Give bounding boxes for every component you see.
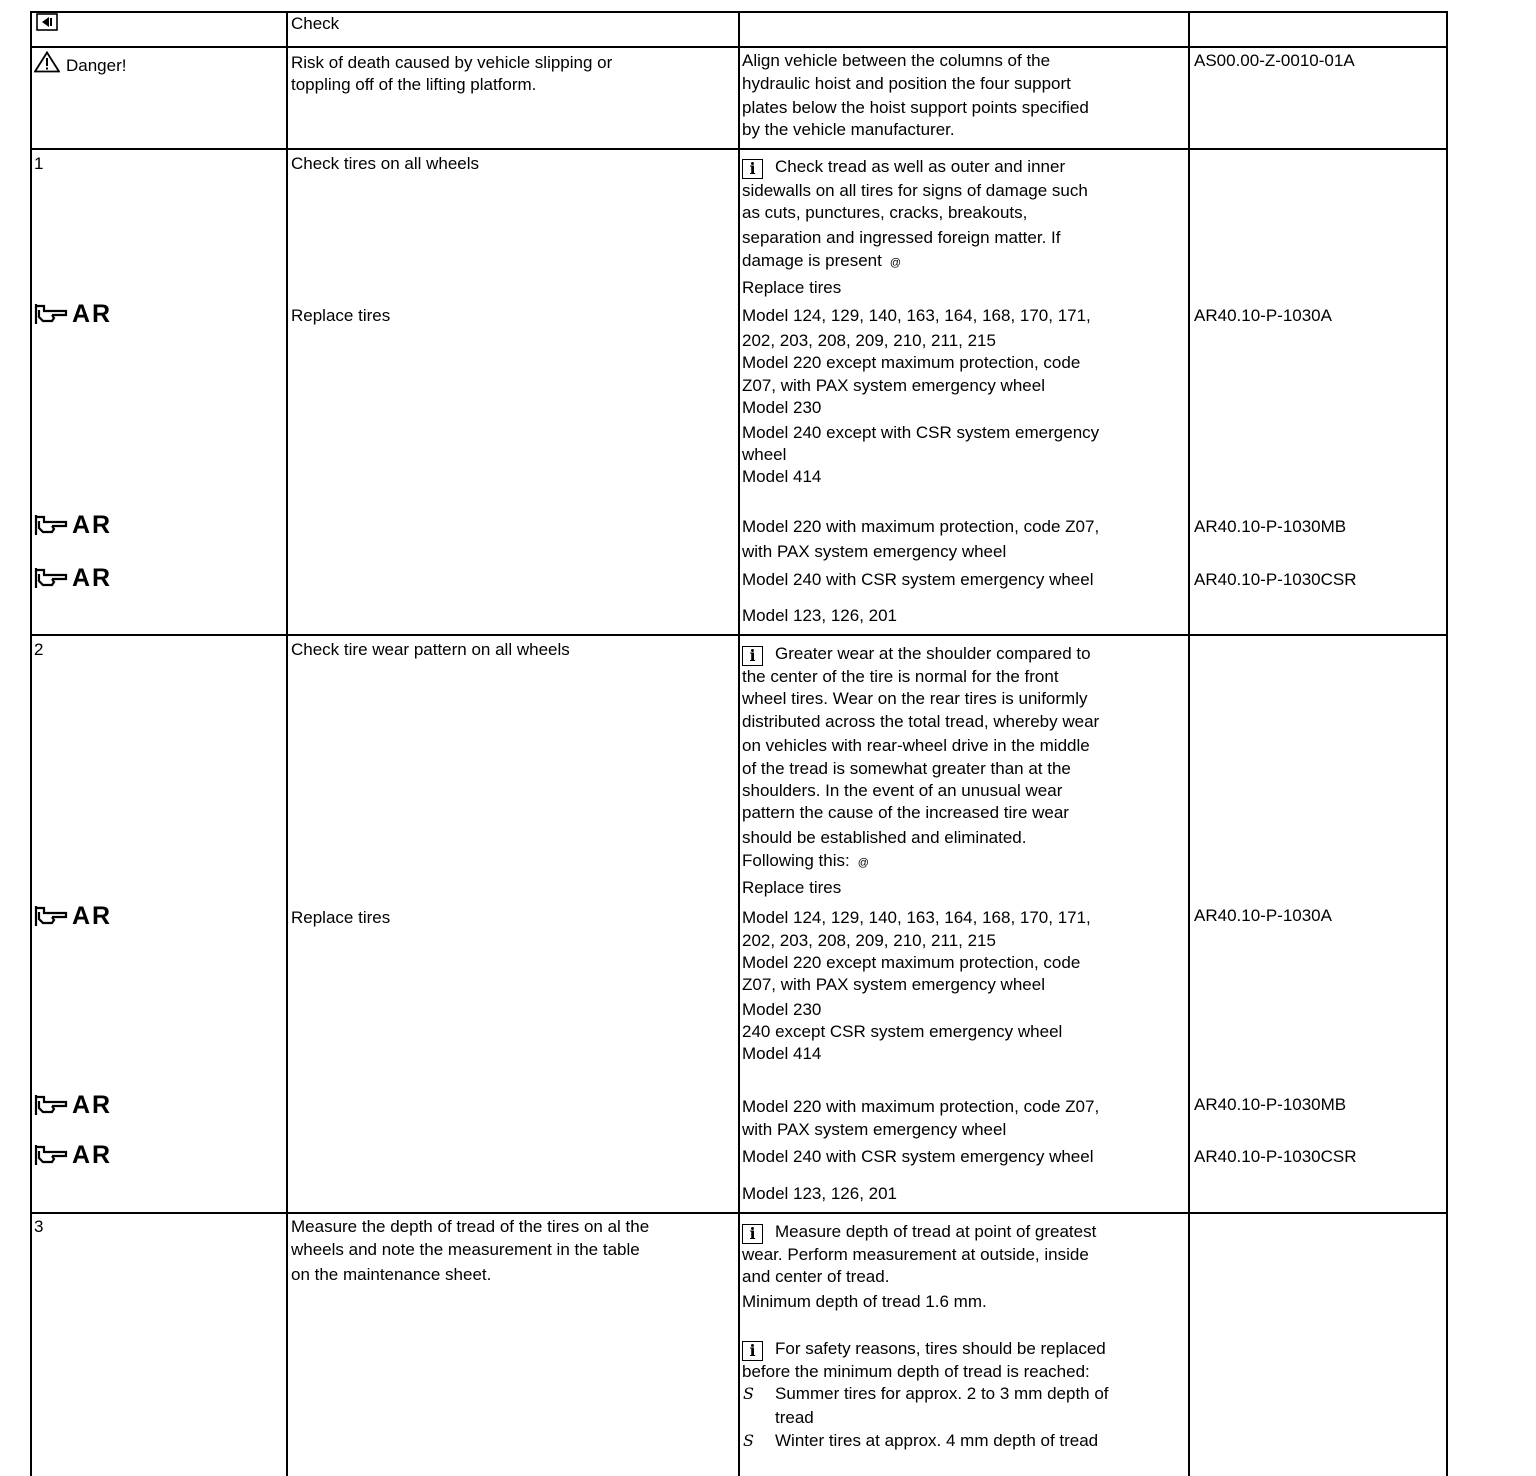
model-line: 240 except CSR system emergency wheel [742, 1022, 1063, 1041]
warning-icon [34, 51, 60, 73]
pointing-hand-icon [34, 302, 68, 326]
document-reference-link[interactable]: AS00.00-Z-0010-01A [1194, 51, 1355, 70]
model-line: Model 123, 126, 201 [742, 606, 898, 625]
step-title-line: on the maintenance sheet. [291, 1265, 492, 1284]
bullet-text-line: Summer tires for approx. 2 to 3 mm depth of [775, 1384, 1109, 1403]
model-line: Model 414 [742, 1044, 822, 1063]
info-note-line: before the minimum depth of tread is reached: [742, 1362, 1090, 1381]
step-title-line: wheels and note the measurement in the table [291, 1240, 640, 1259]
danger-instruction-line: hydraulic hoist and position the four support [742, 74, 1071, 93]
info-note-line: i Check tread as well as outer and inner [742, 156, 1065, 179]
model-line: Model 123, 126, 201 [742, 1184, 898, 1203]
column-divider [738, 11, 740, 1476]
info-note-line: and center of tread. [742, 1267, 890, 1286]
bullet-text-line: tread [775, 1408, 814, 1427]
model-line: 202, 203, 208, 209, 210, 211, 215 [742, 331, 996, 350]
bullet-marker: S [743, 1384, 754, 1403]
info-note-line: wheel tires. Wear on the rear tires is uniformly [742, 689, 1088, 708]
document-reference-link[interactable]: AR40.10-P-1030A [1194, 906, 1332, 925]
document-reference-link[interactable]: AR40.10-P-1030MB [1194, 1095, 1347, 1114]
info-icon: i [742, 646, 763, 666]
document-reference-link[interactable]: AR40.10-P-1030MB [1194, 517, 1347, 536]
step-title-line: Measure the depth of tread of the tires on al the [291, 1217, 650, 1236]
info-note-line: sidewalls on all tires for signs of damage such [742, 181, 1088, 200]
at-symbol-icon: @ [857, 857, 869, 869]
info-note-line: distributed across the total tread, whereby wear [742, 712, 1100, 731]
info-note-line: of the tread is somewhat greater than at the [742, 759, 1071, 778]
model-line: Model 220 with maximum protection, code Z07, [742, 1097, 1100, 1116]
step-title: Check tires on all wheels [291, 154, 480, 173]
danger-risk-line: toppling off of the lifting platform. [291, 75, 537, 94]
model-line: Model 124, 129, 140, 163, 164, 168, 170, 171, [742, 306, 1091, 325]
model-line: 202, 203, 208, 209, 210, 211, 215 [742, 931, 996, 950]
check-heading: Check [291, 14, 340, 33]
ar-reference-marker[interactable]: AR [34, 564, 124, 594]
replace-tires-heading: Replace tires [742, 878, 842, 897]
info-note-line: shoulders. In the event of an unusual wear [742, 781, 1063, 800]
ar-reference-marker[interactable]: AR [34, 1141, 124, 1171]
replace-tires-heading: Replace tires [742, 278, 842, 297]
document-reference-link[interactable]: AR40.10-P-1030CSR [1194, 1147, 1357, 1166]
info-note-line: Minimum depth of tread 1.6 mm. [742, 1292, 987, 1311]
danger-risk-line: Risk of death caused by vehicle slipping or [291, 53, 613, 72]
info-icon: i [742, 159, 763, 179]
model-line: wheel [742, 445, 787, 464]
action-label: Replace tires [291, 306, 391, 325]
ar-reference-marker[interactable]: AR [34, 902, 124, 932]
ar-reference-marker[interactable]: AR [34, 1091, 124, 1121]
model-line: Model 220 except maximum protection, code [742, 953, 1081, 972]
bullet-text-line: Winter tires at approx. 4 mm depth of tread [775, 1431, 1099, 1450]
info-note-line: the center of the tire is normal for the front [742, 667, 1059, 686]
model-line: with PAX system emergency wheel [742, 1120, 1007, 1139]
info-icon: i [742, 1341, 763, 1361]
model-line: Z07, with PAX system emergency wheel [742, 975, 1045, 994]
column-divider [1188, 11, 1190, 1476]
model-line: Model 230 [742, 398, 822, 417]
model-line: Model 240 except with CSR system emergency [742, 423, 1100, 442]
danger-instruction-line: Align vehicle between the columns of the [742, 51, 1051, 70]
step-number: 2 [34, 640, 44, 659]
column-divider [30, 11, 32, 1476]
info-note-line: damage is present @ [742, 251, 902, 270]
info-note-line: i Greater wear at the shoulder compared to [742, 643, 1091, 666]
info-note-line: i Measure depth of tread at point of greatest [742, 1221, 1096, 1244]
step-title: Check tire wear pattern on all wheels [291, 640, 570, 659]
model-line: with PAX system emergency wheel [742, 542, 1007, 561]
model-line: Model 240 with CSR system emergency wheel [742, 1147, 1094, 1166]
pointing-hand-icon [34, 1143, 68, 1167]
info-note-line: wear. Perform measurement at outside, inside [742, 1245, 1089, 1264]
document-reference-link[interactable]: AR40.10-P-1030A [1194, 306, 1332, 325]
info-note-line: should be established and eliminated. [742, 828, 1027, 847]
action-label: Replace tires [291, 908, 391, 927]
pointing-hand-icon [34, 566, 68, 590]
model-line: Model 124, 129, 140, 163, 164, 168, 170, 171, [742, 908, 1091, 927]
model-line: Z07, with PAX system emergency wheel [742, 376, 1045, 395]
step-number: 1 [34, 154, 44, 173]
step-number: 3 [34, 1217, 44, 1236]
pointing-hand-icon [34, 1093, 68, 1117]
bullet-marker: S [743, 1431, 754, 1450]
table-border-right [1446, 11, 1448, 1476]
ar-reference-marker[interactable]: AR [34, 511, 124, 541]
model-line: Model 220 except maximum protection, code [742, 353, 1081, 372]
info-note-line: separation and ingressed foreign matter. If [742, 228, 1061, 247]
danger-label: Danger! [66, 56, 127, 75]
ar-reference-marker[interactable]: AR [34, 300, 124, 330]
model-line: Model 240 with CSR system emergency wheel [742, 570, 1094, 589]
info-note-line: on vehicles with rear-wheel drive in the middle [742, 736, 1090, 755]
info-note-line: as cuts, punctures, cracks, breakouts, [742, 203, 1028, 222]
document-reference-link[interactable]: AR40.10-P-1030CSR [1194, 570, 1357, 589]
model-line: Model 230 [742, 1000, 822, 1019]
info-note-line: Following this: @ [742, 851, 869, 870]
at-symbol-icon: @ [889, 257, 902, 269]
column-divider [286, 11, 288, 1476]
check-icon [36, 13, 58, 31]
model-line: Model 414 [742, 467, 822, 486]
info-note-line: pattern the cause of the increased tire wear [742, 803, 1069, 822]
danger-instruction-line: by the vehicle manufacturer. [742, 120, 955, 139]
model-line: Model 220 with maximum protection, code Z07, [742, 517, 1100, 536]
info-note-line: i For safety reasons, tires should be replaced [742, 1338, 1106, 1361]
info-icon: i [742, 1224, 763, 1244]
danger-instruction-line: plates below the hoist support points specified [742, 98, 1089, 117]
pointing-hand-icon [34, 513, 68, 537]
pointing-hand-icon [34, 904, 68, 928]
